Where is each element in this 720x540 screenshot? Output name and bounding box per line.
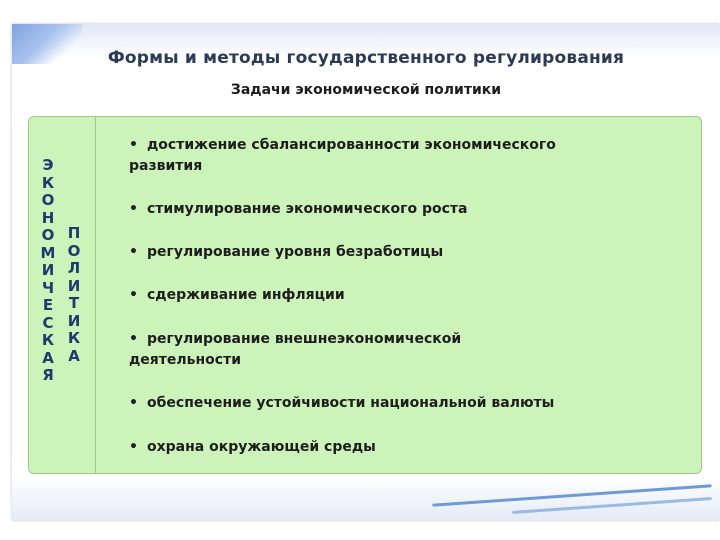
side-letter: А [42, 348, 54, 367]
side-letter: М [40, 243, 56, 262]
list-item-text: достижение сбалансированности экономического [147, 137, 556, 153]
list-item [129, 329, 685, 371]
side-letter: К [41, 331, 55, 349]
list-item [129, 437, 685, 458]
slide [12, 24, 720, 520]
side-label-economic [39, 157, 57, 385]
list-item-text: стимулирование экономического роста [147, 201, 468, 217]
list-item-text: регулирование внешнеэкономической [147, 331, 462, 347]
bullet-icon: • [129, 331, 138, 347]
side-letter: С [42, 313, 54, 332]
list-item-text-continued: деятельности [129, 352, 242, 368]
bullet-icon: • [129, 201, 138, 217]
bullet-icon: • [129, 395, 138, 411]
list-item [129, 199, 685, 220]
side-letter: И [41, 261, 55, 279]
side-letter: О [67, 241, 81, 260]
bullet-icon: • [129, 439, 138, 455]
tasks-panel [28, 116, 702, 474]
slide-subtitle: Задачи экономической политики [230, 82, 502, 98]
list-item-text: сдерживание инфляции [147, 287, 345, 303]
side-letter: Е [42, 296, 54, 314]
side-letter: Э [42, 156, 54, 174]
slide-title: Формы и методы государственного регулирования [107, 48, 625, 68]
bullet-icon: • [129, 244, 138, 260]
side-letter: Ч [41, 278, 55, 297]
side-letter: О [41, 226, 55, 244]
side-letter: Т [68, 294, 80, 312]
side-letter: А [68, 346, 80, 365]
list-item [129, 393, 685, 414]
list-item [129, 285, 685, 306]
side-letter: К [67, 329, 81, 347]
list-item-text-continued: развития [129, 158, 203, 174]
side-letter: И [67, 276, 81, 295]
list-item [129, 135, 685, 177]
side-letter: И [67, 311, 81, 330]
side-letter: О [41, 191, 55, 209]
side-label-column [29, 117, 96, 473]
list-item-text: охрана окружающей среды [147, 439, 376, 455]
side-letter: Л [67, 259, 81, 277]
side-letter: Н [41, 208, 55, 227]
bullet-icon: • [129, 137, 138, 153]
list-item [129, 242, 685, 263]
side-label-policy [65, 225, 83, 365]
bottom-gloss-band [12, 476, 720, 520]
list-item-text: регулирование уровня безработицы [147, 244, 444, 260]
bullet-icon: • [129, 287, 138, 303]
side-letter: П [67, 224, 81, 242]
side-letter: К [41, 173, 55, 192]
list-item-text: обеспечение устойчивости национальной валюты [147, 395, 555, 411]
side-letter: Я [42, 366, 54, 384]
